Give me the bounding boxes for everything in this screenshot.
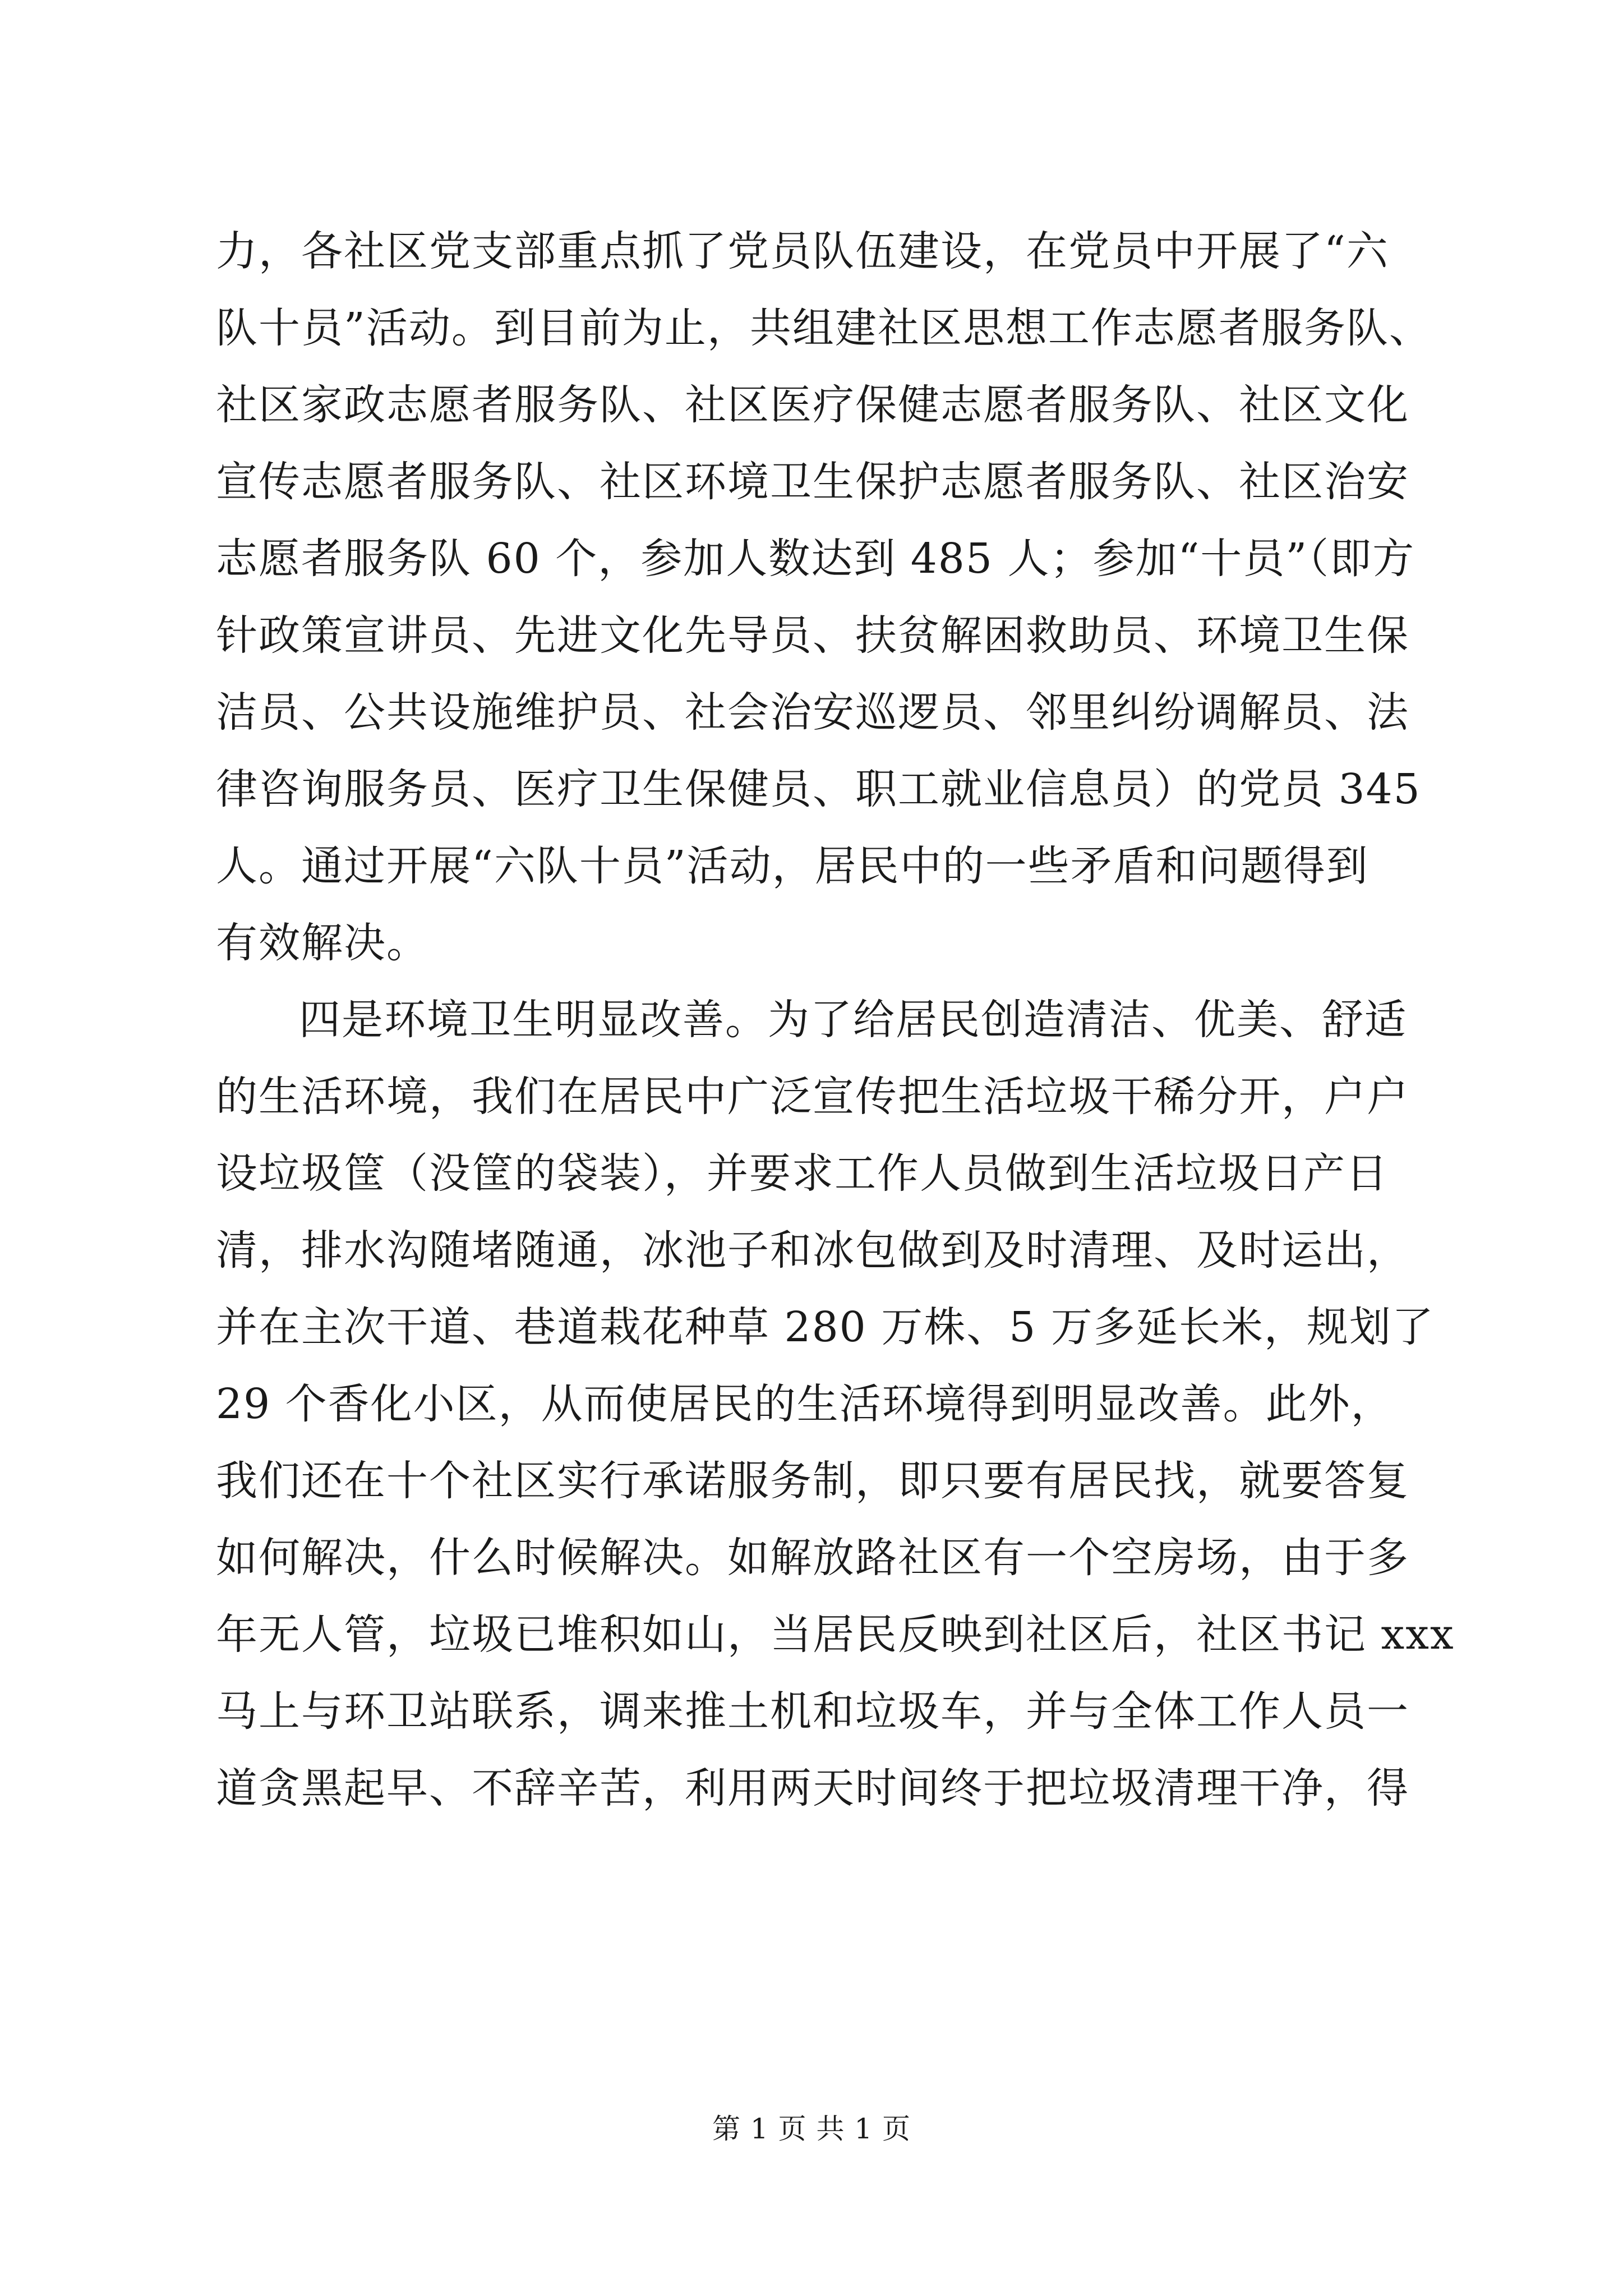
text-line: 道贪黑起早、不辞辛苦，利用两天时间终于把垃圾清理干净，得	[216, 1764, 1409, 1812]
text-line: 并在主次干道、巷道栽花种草 280 万株、5 万多延长米，规划了	[216, 1303, 1435, 1351]
text-line: 有效解决。	[216, 919, 429, 967]
text-line: 洁员、公共设施维护员、社会治安巡逻员、邻里纠纷调解员、法	[216, 688, 1409, 737]
text-line: 年无人管，垃圾已堆积如山，当居民反映到社区后，社区书记 xxx	[216, 1611, 1455, 1659]
text-line: 的生活环境，我们在居民中广泛宣传把生活垃圾干稀分开，户户	[216, 1073, 1409, 1121]
text-line: 如何解决，什么时候解决。如解放路社区有一个空房场，由于多	[216, 1534, 1409, 1582]
text-line: 志愿者服务队 60 个，参加人数达到 485 人；参加“十员”（即方	[216, 535, 1415, 583]
text-line: 宣传志愿者服务队、社区环境卫生保护志愿者服务队、社区治安	[216, 458, 1409, 506]
text-line: 律咨询服务员、医疗卫生保健员、职工就业信息员）的党员 345	[216, 765, 1421, 813]
text-line: 29 个香化小区，从而使居民的生活环境得到明显改善。此外，	[216, 1380, 1394, 1428]
text-line: 队十员”活动。到目前为止，共组建社区思想工作志愿者服务队、	[216, 304, 1432, 352]
text-line: 针政策宣讲员、先进文化先导员、扶贫解困救助员、环境卫生保	[216, 611, 1409, 660]
text-line: 清，排水沟随堵随通，冰池子和冰包做到及时清理、及时运出，	[216, 1226, 1409, 1274]
text-line: 四是环境卫生明显改善。为了给居民创造清洁、优美、舒适	[299, 996, 1407, 1044]
document-body	[216, 213, 1455, 1827]
text-line: 我们还在十个社区实行承诺服务制，即只要有居民找，就要答复	[216, 1457, 1409, 1505]
page-number: 第 1 页 共 1 页	[712, 2113, 911, 2145]
text-line: 马上与环卫站联系，调来推土机和垃圾车，并与全体工作人员一	[216, 1687, 1409, 1736]
text-line: 人。通过开展“六队十员”活动，居民中的一些矛盾和问题得到	[216, 842, 1369, 890]
paragraph-1	[216, 213, 1432, 982]
text-line: 社区家政志愿者服务队、社区医疗保健志愿者服务队、社区文化	[216, 381, 1409, 429]
text-line: 设垃圾筐（没筐的袋装），并要求工作人员做到生活垃圾日产日	[216, 1149, 1389, 1198]
paragraph-2	[216, 982, 1455, 1827]
page-footer	[0, 2109, 1623, 2148]
text-line: 力，各社区党支部重点抓了党员队伍建设，在党员中开展了“六	[216, 227, 1389, 275]
